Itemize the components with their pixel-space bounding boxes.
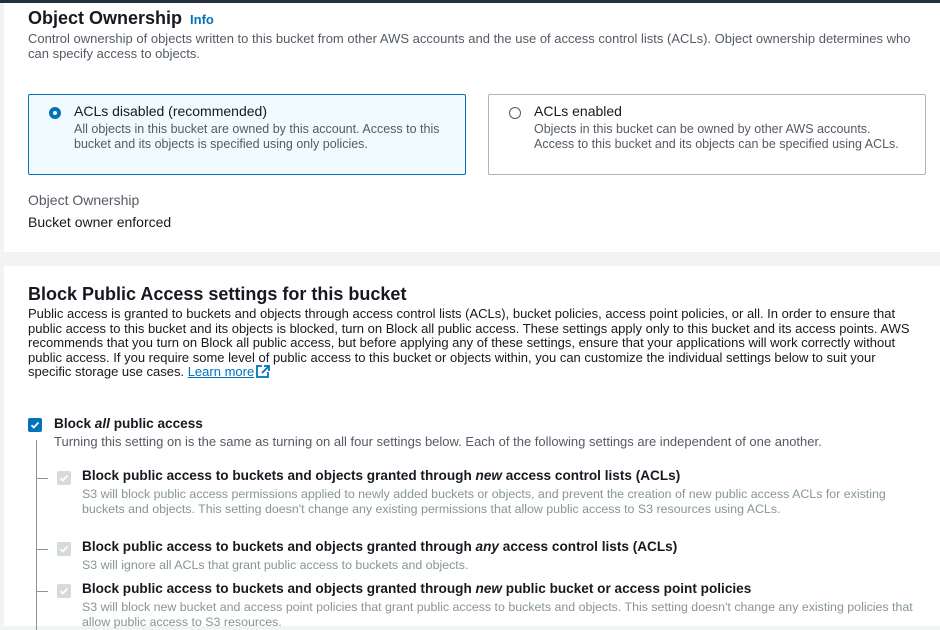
object-ownership-description: Control ownership of objects written to this bucket from other AWS accounts and the use of access control lists (ACLs). Object ownership determines who can specify access to objects.	[28, 31, 911, 61]
learn-more-label: Learn more	[187, 364, 255, 380]
block-all-public-access-description: Turning this setting on is the same as turning on all four settings below. Each of the following settings are independent of one another.	[54, 434, 822, 449]
block-public-access-description	[28, 307, 913, 380]
setting-new-policies-checkbox[interactable]	[57, 584, 71, 598]
checkmark-icon	[30, 420, 40, 430]
tree-branch	[36, 549, 48, 550]
external-link-icon	[256, 365, 270, 378]
setting-any-acls-label-post: access control lists (ACLs)	[498, 539, 678, 554]
checkmark-icon	[59, 586, 69, 596]
setting-new-acls-label	[82, 468, 680, 483]
setting-new-acls-label-pre: Block public access to buckets and objects granted through	[82, 468, 476, 483]
radio-selected-icon[interactable]	[49, 107, 61, 119]
block-all-label-pre: Block	[54, 416, 95, 431]
tree-branch	[36, 591, 48, 592]
checkmark-icon	[59, 544, 69, 554]
setting-new-acls-label-em: new	[475, 468, 502, 483]
setting-new-acls-description: S3 will block public access permissions applied to newly added buckets or objects, and prevent the creation of new public access ACLs for existing buckets and objects. This setting doesn't change any existing permissions that allow public access to S3 resources using ACLs.	[82, 487, 886, 516]
learn-more-link[interactable]	[188, 364, 270, 379]
tree-branch	[36, 478, 48, 479]
object-ownership-field-value: Bucket owner enforced	[28, 214, 172, 230]
info-link[interactable]: Info	[190, 12, 214, 27]
block-public-access-description-text: Public access is granted to buckets and objects through access control lists (ACLs), bucket policies, access point policies, or all. In order to ensure that public access to this bucket and its objects is blocked, turn on Block all public access. These settings apply only to this bucket and its access points. AWS recommends that you turn on Block all public access, but before applying any of these settings, ensure that your applications will work correctly without public access. If you require some level of public access to this bucket or objects within, you can customize the individual settings below to suit your specific storage use cases.	[28, 306, 910, 380]
object-ownership-field-label: Object Ownership	[28, 192, 140, 208]
object-ownership-heading	[28, 8, 214, 29]
setting-new-policies-label	[82, 581, 751, 596]
setting-any-acls-checkbox[interactable]	[57, 542, 71, 556]
object-ownership-panel	[4, 3, 940, 252]
setting-new-policies-label-post: public bucket or access point policies	[501, 581, 752, 596]
setting-new-policies-label-pre: Block public access to buckets and objects granted through	[82, 581, 476, 596]
acls-disabled-label: ACLs disabled (recommended)	[74, 103, 267, 119]
setting-any-acls-label-em: any	[475, 539, 499, 554]
setting-any-acls-label-pre: Block public access to buckets and objects granted through	[82, 539, 476, 554]
acls-enabled-option[interactable]	[488, 94, 926, 175]
acls-enabled-label: ACLs enabled	[534, 103, 622, 119]
setting-new-acls-checkbox[interactable]	[57, 471, 71, 485]
setting-new-policies-description: S3 will block new bucket and access point policies that grant public access to buckets and objects. This setting doesn't change any existing policies that allow public access to S3 resources.	[82, 600, 913, 629]
block-all-public-access-label	[54, 416, 203, 431]
tree-connector	[36, 440, 37, 630]
acls-disabled-description: All objects in this bucket are owned by this account. Access to this bucket and its objects is specified using only policies.	[74, 122, 440, 151]
block-public-access-title: Block Public Access settings for this bucket	[28, 284, 407, 304]
block-all-public-access-checkbox[interactable]	[28, 418, 42, 432]
object-ownership-title: Object Ownership	[28, 8, 183, 28]
block-all-label-post: public access	[109, 416, 203, 431]
setting-new-policies-label-em: new	[475, 581, 502, 596]
block-all-label-em: all	[94, 416, 110, 431]
setting-new-acls-label-post: access control lists (ACLs)	[501, 468, 681, 483]
radio-unselected-icon[interactable]	[509, 107, 521, 119]
acls-enabled-description: Objects in this bucket can be owned by other AWS accounts. Access to this bucket and its objects can be specified using ACLs.	[534, 122, 899, 151]
setting-any-acls-description: S3 will ignore all ACLs that grant public access to buckets and objects.	[82, 558, 469, 572]
setting-any-acls-label	[82, 539, 677, 554]
checkmark-icon	[59, 473, 69, 483]
acls-disabled-option[interactable]	[28, 94, 466, 175]
